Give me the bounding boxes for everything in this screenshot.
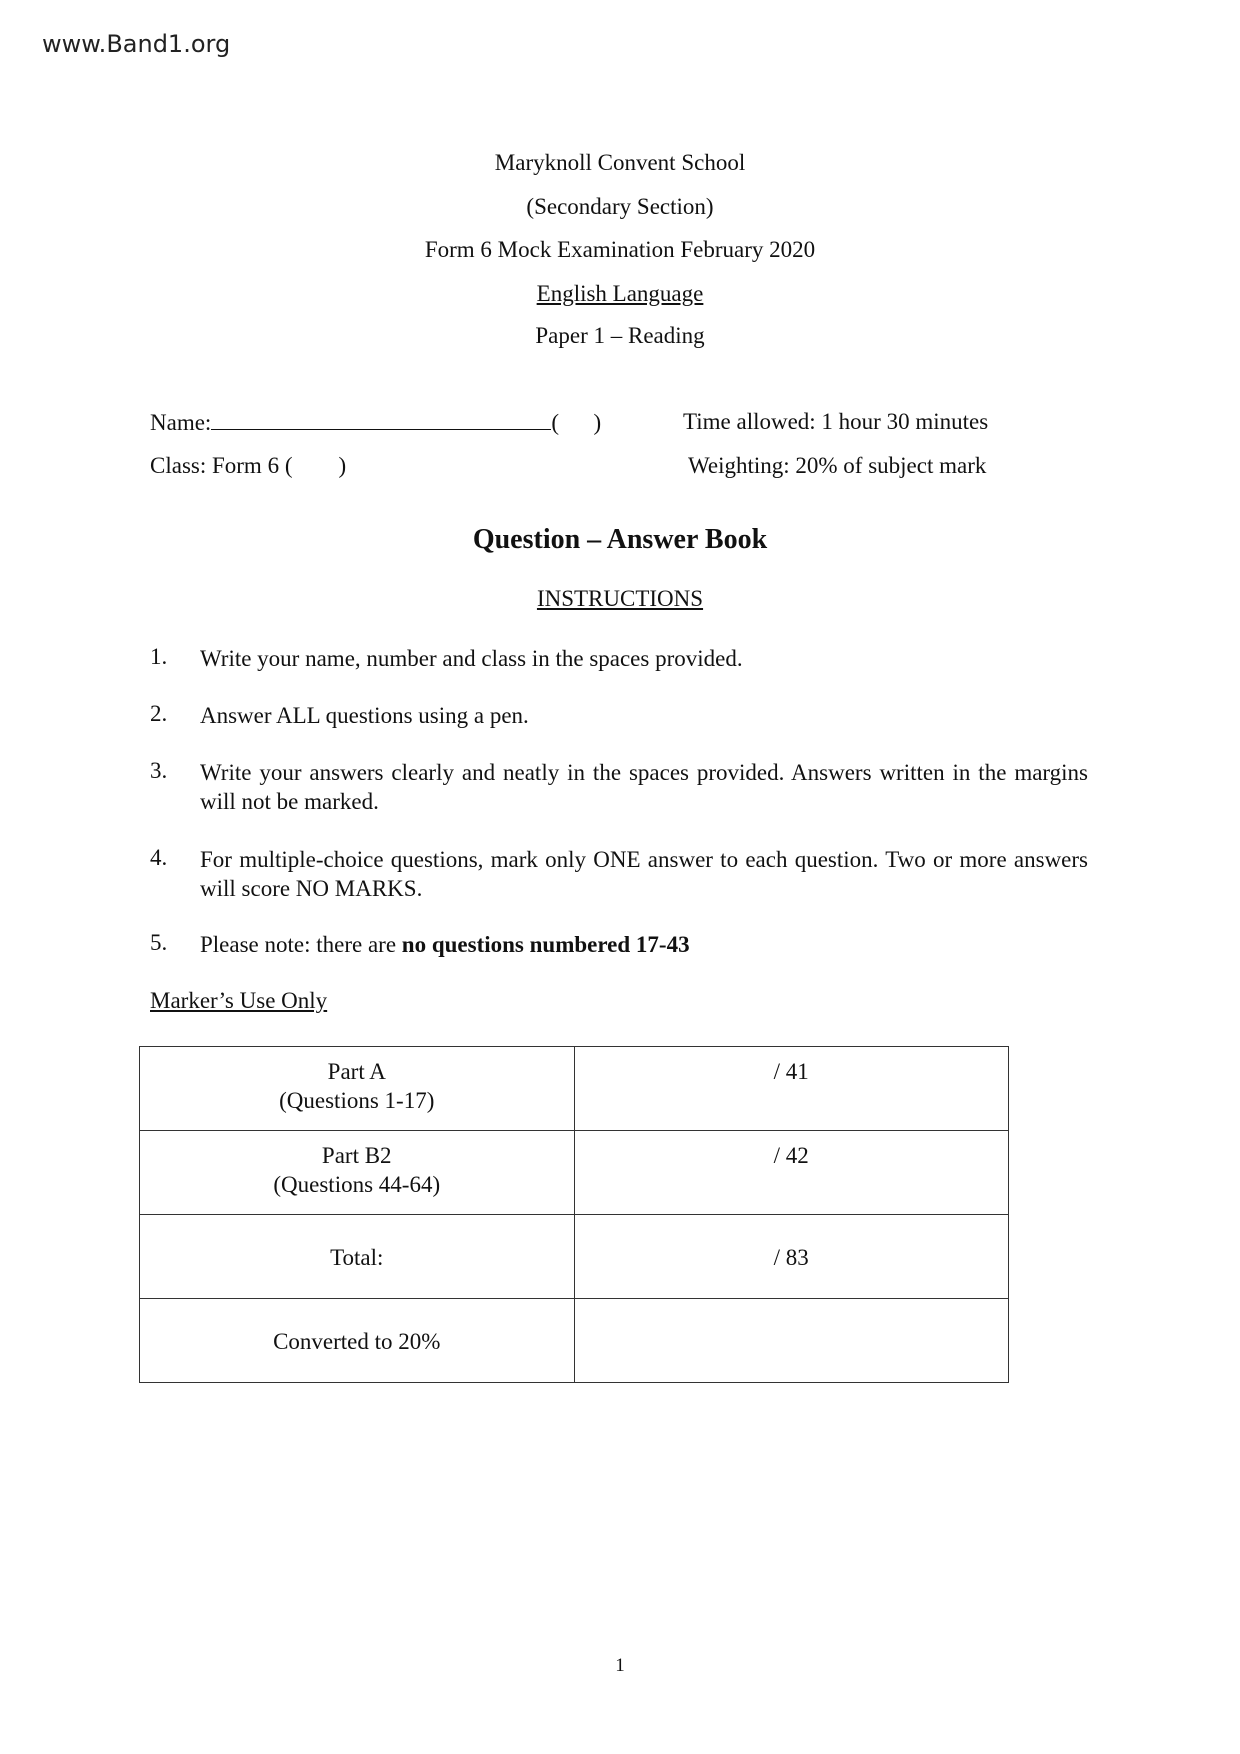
item-number: 4.: [150, 845, 168, 870]
item-bold-text: no questions numbered 17-43: [401, 932, 690, 957]
instruction-item: [150, 758, 1088, 816]
name-field: [150, 409, 601, 436]
label: Total:: [330, 1245, 384, 1270]
marks-table: [139, 1046, 1009, 1383]
book-title: Question – Answer Book: [472, 524, 768, 555]
row-label: [140, 1299, 575, 1383]
row-label: [140, 1215, 575, 1299]
table-row: [140, 1215, 1009, 1299]
score-cell[interactable]: [574, 1299, 1009, 1383]
class-number: ( ): [551, 410, 602, 435]
instruction-item: [150, 845, 1088, 903]
label: Part A: [327, 1059, 386, 1084]
marker-heading: Marker’s Use Only: [150, 988, 328, 1013]
paper-title: Paper 1 – Reading: [535, 323, 705, 348]
item-text: For multiple-choice questions, mark only ONE answer to each question. Two or more answers will score NO MARKS.: [200, 847, 1088, 901]
label: Converted to 20%: [273, 1329, 441, 1354]
school-name: Maryknoll Convent School: [494, 150, 746, 175]
score-cell[interactable]: / 42: [574, 1131, 1009, 1215]
exam-title: Form 6 Mock Examination February 2020: [424, 237, 816, 262]
item-text: Please note: there are: [200, 932, 402, 957]
table-row: [140, 1047, 1009, 1131]
label: Part B2: [321, 1143, 392, 1168]
table-row: [140, 1131, 1009, 1215]
item-number: 3.: [150, 758, 168, 783]
school-section: (Secondary Section): [526, 194, 714, 219]
item-number: 1.: [150, 644, 168, 669]
watermark: www.Band1.org: [42, 30, 231, 58]
item-text: Write your name, number and class in the spaces provided.: [200, 646, 743, 671]
score-cell[interactable]: / 83: [574, 1215, 1009, 1299]
instructions-heading: INSTRUCTIONS: [536, 586, 704, 611]
table-row: [140, 1299, 1009, 1383]
sublabel: (Questions 1-17): [279, 1088, 435, 1113]
name-label: Name:: [150, 410, 212, 435]
subject: English Language: [536, 281, 704, 306]
weighting: Weighting: 20% of subject mark: [688, 453, 987, 478]
time-allowed: Time allowed: 1 hour 30 minutes: [683, 409, 989, 434]
item-text: Answer ALL questions using a pen.: [200, 703, 529, 728]
page-number: 1: [615, 1655, 625, 1676]
item-text: Write your answers clearly and neatly in the spaces provided. Answers written in the margins will not be marked.: [200, 760, 1088, 814]
score-cell[interactable]: / 41: [574, 1047, 1009, 1131]
item-number: 5.: [150, 930, 168, 955]
class-field: Class: Form 6 ( ): [150, 453, 347, 478]
row-label: [140, 1131, 575, 1215]
instruction-item: [150, 644, 1088, 673]
instruction-item: [150, 930, 1088, 959]
item-number: 2.: [150, 701, 168, 726]
sublabel: (Questions 44-64): [273, 1172, 441, 1197]
name-blank[interactable]: [211, 409, 551, 430]
row-label: [140, 1047, 575, 1131]
instruction-item: [150, 701, 1088, 730]
